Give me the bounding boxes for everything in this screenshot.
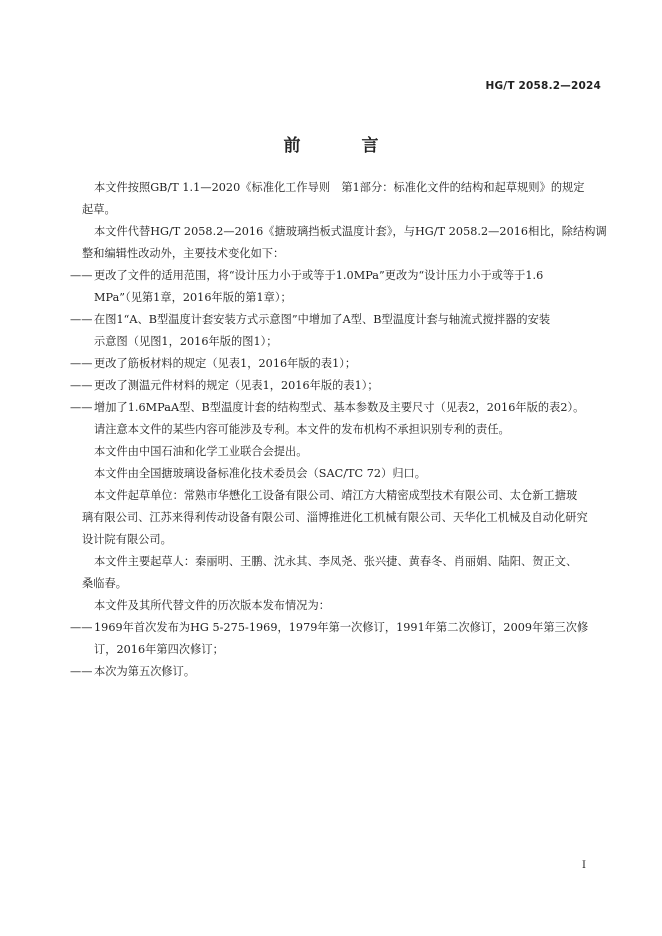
text-line: 本次为第五次修订。 bbox=[94, 665, 196, 678]
text-line: 本文件起草单位：常熟市华懋化工设备有限公司、靖江方大精密成型技术有限公司、太仓新工搪玻 bbox=[94, 489, 578, 502]
text-line: 增加了1.6MPaA型、B型温度计套的结构型式、基本参数及主要尺寸（见表2，2016年版的表2）。 bbox=[94, 401, 585, 414]
dash-marker: —— bbox=[70, 357, 93, 370]
text-line: 起草。 bbox=[82, 203, 116, 216]
dash-marker: —— bbox=[70, 313, 93, 326]
text-line: 示意图（见图1，2016年版的图1）； bbox=[94, 335, 278, 348]
text-line: 1969年首次发布为HG 5-275-1969，1979年第一次修订，1991年第二次修订，2009年第三次修 bbox=[94, 621, 589, 634]
text-line: 整和编辑性改动外，主要技术变化如下： bbox=[82, 247, 285, 260]
change-item bbox=[70, 309, 614, 353]
text-line: 设计院有限公司。 bbox=[82, 533, 172, 546]
text-line: 更改了文件的适用范围，将“设计压力小于或等于1.0MPa”更改为“设计压力小于或等于1.6 bbox=[94, 269, 544, 282]
text-line: MPa”（见第1章，2016年版的第1章）； bbox=[94, 291, 292, 304]
change-item bbox=[70, 375, 614, 397]
change-item bbox=[70, 353, 614, 375]
history-item bbox=[70, 661, 614, 683]
paragraph-history: 本文件及其所代替文件的历次版本发布情况为： bbox=[94, 599, 330, 612]
text-line: 更改了筋板材料的规定（见表1，2016年版的表1）； bbox=[94, 357, 357, 370]
paragraph-proposer: 本文件由中国石油和化学工业联合会提出。 bbox=[94, 445, 308, 458]
dash-marker: —— bbox=[70, 379, 93, 392]
text-line: 本文件代替HG/T 2058.2—2016《搪玻璃挡板式温度计套》，与HG/T 2058.2—2016相比，除结构调 bbox=[94, 225, 607, 238]
page-number: I bbox=[582, 860, 586, 871]
paragraph-drafters bbox=[82, 551, 614, 595]
paragraph-basis bbox=[82, 177, 614, 221]
text-line: 桑临春。 bbox=[82, 577, 127, 590]
dash-marker: —— bbox=[70, 401, 93, 414]
dash-marker: —— bbox=[70, 665, 93, 678]
text-line: 本文件主要起草人：秦丽明、王鹏、沈永其、李凤尧、张兴捷、黄春冬、肖丽娟、陆阳、贺正文、 bbox=[94, 555, 578, 568]
paragraph-drafting-units bbox=[82, 485, 614, 551]
text-line: 更改了测温元件材料的规定（见表1，2016年版的表1）； bbox=[94, 379, 379, 392]
text-line: 订，2016年第四次修订； bbox=[94, 643, 224, 656]
text-line: 璃有限公司、江苏来得利传动设备有限公司、淄博推进化工机械有限公司、天华化工机械及自动化研究 bbox=[82, 511, 588, 524]
paragraph-committee: 本文件由全国搪玻璃设备标准化技术委员会（SAC/TC 72）归口。 bbox=[94, 467, 427, 480]
document-code: HG/T 2058.2—2024 bbox=[485, 80, 601, 92]
history-item bbox=[70, 617, 614, 661]
paragraph-patent: 请注意本文件的某些内容可能涉及专利。本文件的发布机构不承担识别专利的责任。 bbox=[94, 423, 510, 436]
text-line: 本文件按照GB/T 1.1—2020《标准化工作导则 第1部分：标准化文件的结构和起草规则》的规定 bbox=[94, 181, 585, 194]
text-line: 在图1“A、B型温度计套安装方式示意图”中增加了A型、B型温度计套与轴流式搅拌器的安装 bbox=[94, 313, 551, 326]
change-item bbox=[70, 265, 614, 309]
dash-marker: —— bbox=[70, 621, 93, 634]
change-item bbox=[70, 397, 614, 419]
dash-marker: —— bbox=[70, 269, 93, 282]
page-title: 前 言 bbox=[283, 136, 401, 156]
paragraph-replacement bbox=[82, 221, 614, 265]
foreword-body bbox=[70, 177, 614, 683]
